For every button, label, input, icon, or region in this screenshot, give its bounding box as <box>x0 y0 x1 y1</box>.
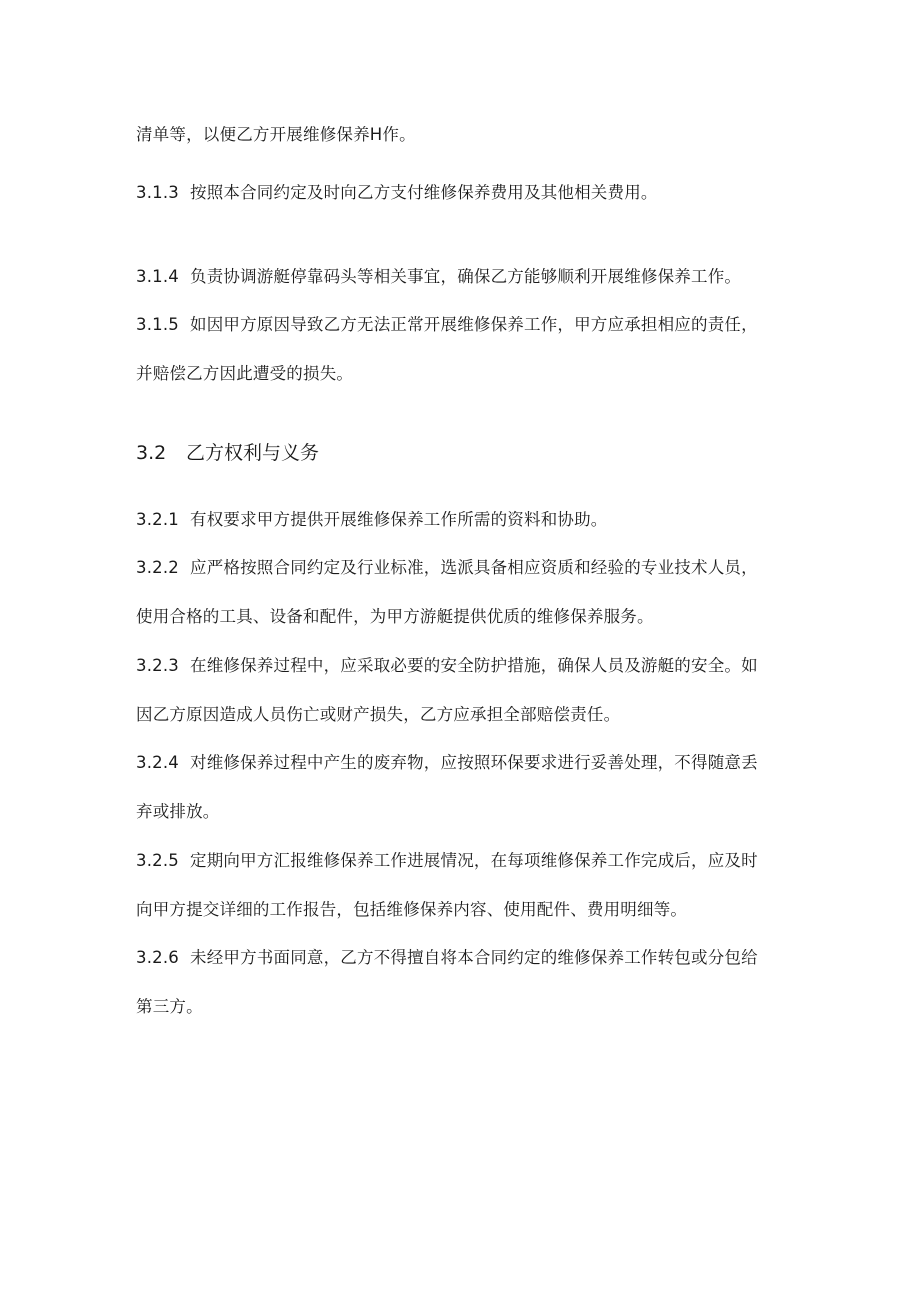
clause-text: 按照本合同约定及时向乙方支付维修保养费用及其他相关费用。 <box>190 183 658 202</box>
paragraph-line <box>136 362 353 386</box>
clause-text: 对维修保养过程中产生的废弃物，应按照环保要求进行妥善处理，不得随意丢 <box>190 753 758 772</box>
clause-number: 3.2.4 <box>136 753 179 772</box>
clause-3-1-5 <box>136 313 758 337</box>
clause-number: 3.1.3 <box>136 183 179 202</box>
clause-3-2-4 <box>136 751 758 775</box>
clause-text: 在维修保养过程中，应采取必要的安全防护措施，确保人员及游艇的安全。如 <box>190 656 758 675</box>
clause-number: 3.2.5 <box>136 851 179 870</box>
clause-number: 3.2.1 <box>136 510 179 529</box>
clause-number: 3.1.5 <box>136 315 179 334</box>
clause-3-2-2 <box>136 556 758 580</box>
paragraph-line <box>136 123 416 147</box>
clause-text: 未经甲方书面同意，乙方不得擅自将本合同约定的维修保养工作转包或分包给 <box>190 948 758 967</box>
paragraph-line <box>136 605 654 629</box>
clause-text: 应严格按照合同约定及行业标准，选派具备相应资质和经验的专业技术人员， <box>190 558 758 577</box>
section-title: 乙方权利与义务 <box>186 442 320 464</box>
section-heading-3-2 <box>136 439 319 467</box>
line-text: 清单等，以便乙方开展维修保养H作。 <box>136 125 416 144</box>
clause-number: 3.2.2 <box>136 558 179 577</box>
paragraph-line <box>136 898 687 922</box>
paragraph-line <box>136 703 620 727</box>
clause-number: 3.2.6 <box>136 948 179 967</box>
clause-number: 3.1.4 <box>136 267 179 286</box>
line-text: 因乙方原因造成人员伤亡或财产损失，乙方应承担全部赔偿责任。 <box>136 705 621 724</box>
clause-text: 定期向甲方汇报维修保养工作进展情况，在每项维修保养工作完成后，应及时 <box>190 851 758 870</box>
paragraph-line <box>136 995 203 1019</box>
clause-3-1-4 <box>136 265 741 289</box>
line-text: 第三方。 <box>136 997 203 1016</box>
line-text: 向甲方提交详细的工作报告，包括维修保养内容、使用配件、费用明细等。 <box>136 900 688 919</box>
clause-text: 如因甲方原因导致乙方无法正常开展维修保养工作，甲方应承担相应的责任， <box>190 315 758 334</box>
section-number: 3.2 <box>136 442 167 464</box>
clause-number: 3.2.3 <box>136 656 179 675</box>
line-text: 使用合格的工具、设备和配件，为甲方游艇提供优质的维修保养服务。 <box>136 607 654 626</box>
line-text: 并赔偿乙方因此遭受的损失。 <box>136 364 354 383</box>
paragraph-line <box>136 800 220 824</box>
clause-3-2-1 <box>136 508 608 532</box>
clause-3-2-5 <box>136 849 758 873</box>
clause-text: 负责协调游艇停靠码头等相关事宜，确保乙方能够顺利开展维修保养工作。 <box>190 267 742 286</box>
clause-3-2-6 <box>136 946 758 970</box>
clause-3-1-3 <box>136 181 658 205</box>
line-text: 弃或排放。 <box>136 802 220 821</box>
clause-3-2-3 <box>136 654 758 678</box>
clause-text: 有权要求甲方提供开展维修保养工作所需的资料和协助。 <box>190 510 608 529</box>
